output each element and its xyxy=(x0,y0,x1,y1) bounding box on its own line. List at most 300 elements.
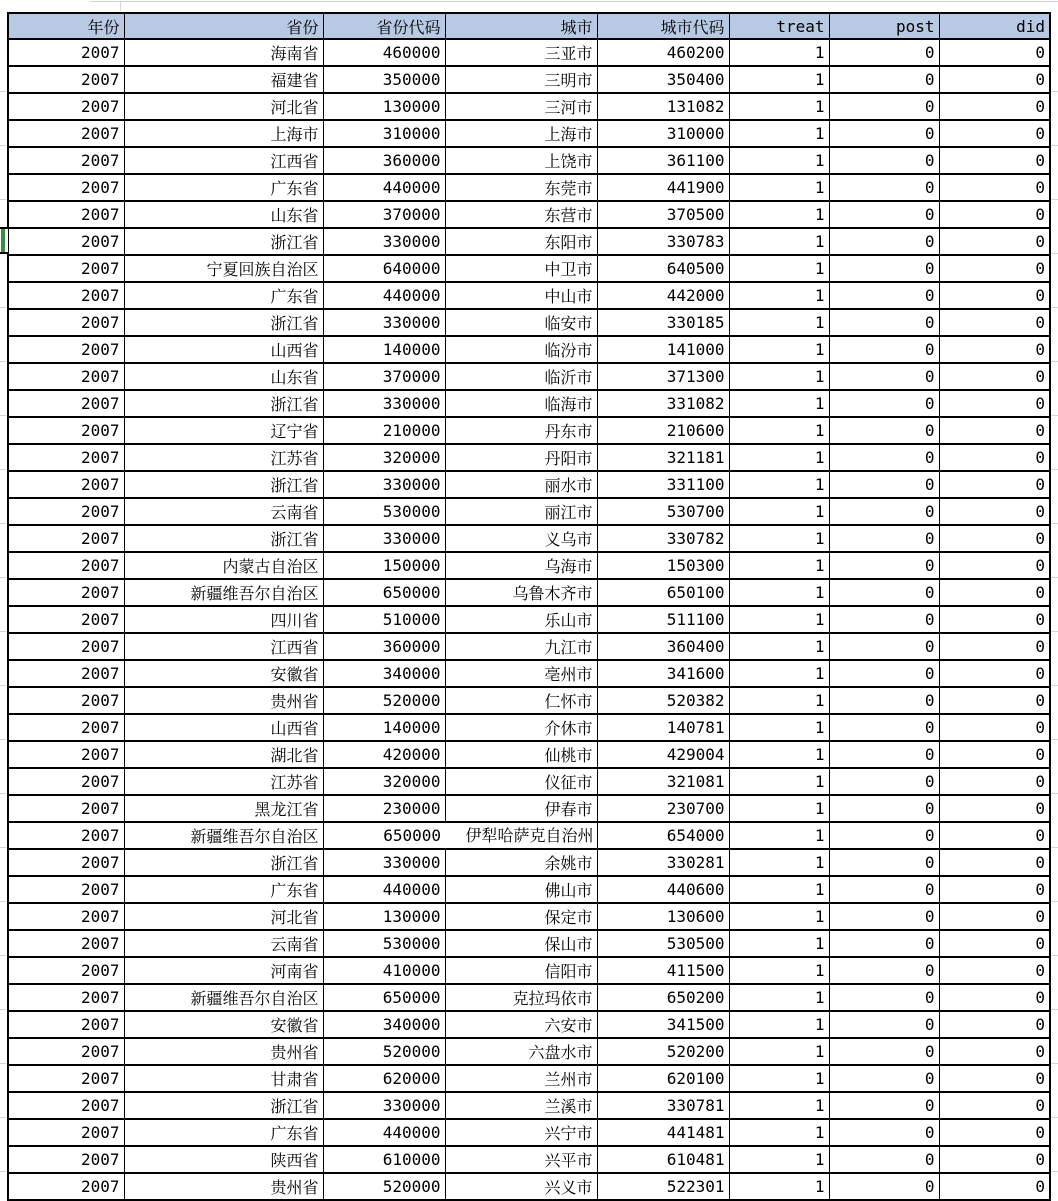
cell-year[interactable]: 2007 xyxy=(8,822,124,849)
cell-province-code[interactable]: 370000 xyxy=(323,201,445,228)
cell-city[interactable]: 乐山市 xyxy=(445,606,597,633)
cell-city[interactable]: 丹东市 xyxy=(445,417,597,444)
cell-province[interactable]: 浙江省 xyxy=(124,525,323,552)
cell-province-code[interactable]: 330000 xyxy=(323,525,445,552)
cell-city-code[interactable]: 361100 xyxy=(597,147,729,174)
cell-post[interactable]: 0 xyxy=(829,1146,939,1173)
cell-did[interactable]: 0 xyxy=(939,1146,1050,1173)
cell-year[interactable]: 2007 xyxy=(8,444,124,471)
cell-post[interactable]: 0 xyxy=(829,606,939,633)
cell-treat[interactable]: 1 xyxy=(729,66,829,93)
cell-treat[interactable]: 1 xyxy=(729,1038,829,1065)
cell-post[interactable]: 0 xyxy=(829,444,939,471)
cell-city-code[interactable]: 360400 xyxy=(597,633,729,660)
cell-province-code[interactable]: 340000 xyxy=(323,660,445,687)
cell-province[interactable]: 贵州省 xyxy=(124,1038,323,1065)
cell-treat[interactable]: 1 xyxy=(729,39,829,66)
cell-year[interactable]: 2007 xyxy=(8,876,124,903)
cell-city[interactable]: 兴义市 xyxy=(445,1173,597,1200)
cell-province[interactable]: 河北省 xyxy=(124,903,323,930)
cell-city[interactable]: 义乌市 xyxy=(445,525,597,552)
cell-province[interactable]: 新疆维吾尔自治区 xyxy=(124,984,323,1011)
cell-post[interactable]: 0 xyxy=(829,255,939,282)
cell-province-code[interactable]: 330000 xyxy=(323,1092,445,1119)
cell-post[interactable]: 0 xyxy=(829,66,939,93)
cell-post[interactable]: 0 xyxy=(829,525,939,552)
cell-city-code[interactable]: 429004 xyxy=(597,741,729,768)
cell-did[interactable]: 0 xyxy=(939,444,1050,471)
cell-province[interactable]: 浙江省 xyxy=(124,849,323,876)
cell-treat[interactable]: 1 xyxy=(729,471,829,498)
cell-province-code[interactable]: 140000 xyxy=(323,714,445,741)
cell-province[interactable]: 广东省 xyxy=(124,876,323,903)
cell-city[interactable]: 丽水市 xyxy=(445,471,597,498)
cell-treat[interactable]: 1 xyxy=(729,1146,829,1173)
cell-city-code[interactable]: 460200 xyxy=(597,39,729,66)
cell-city[interactable]: 乌鲁木齐市 xyxy=(445,579,597,606)
cell-province-code[interactable]: 460000 xyxy=(323,39,445,66)
cell-city[interactable]: 克拉玛依市 xyxy=(445,984,597,1011)
cell-treat[interactable]: 1 xyxy=(729,741,829,768)
cell-province[interactable]: 安徽省 xyxy=(124,1011,323,1038)
column-header-province-code[interactable]: 省份代码 xyxy=(323,13,445,39)
cell-city[interactable]: 兰州市 xyxy=(445,1065,597,1092)
cell-province-code[interactable]: 640000 xyxy=(323,255,445,282)
cell-province-code[interactable]: 440000 xyxy=(323,174,445,201)
cell-province-code[interactable]: 350000 xyxy=(323,66,445,93)
cell-did[interactable]: 0 xyxy=(939,579,1050,606)
cell-year[interactable]: 2007 xyxy=(8,336,124,363)
cell-city[interactable]: 中山市 xyxy=(445,282,597,309)
cell-treat[interactable]: 1 xyxy=(729,525,829,552)
cell-city[interactable]: 丽江市 xyxy=(445,498,597,525)
cell-treat[interactable]: 1 xyxy=(729,1065,829,1092)
column-header-province[interactable]: 省份 xyxy=(124,13,323,39)
cell-did[interactable]: 0 xyxy=(939,66,1050,93)
cell-year[interactable]: 2007 xyxy=(8,1038,124,1065)
cell-province[interactable]: 山西省 xyxy=(124,336,323,363)
cell-year[interactable]: 2007 xyxy=(8,120,124,147)
cell-city-code[interactable]: 150300 xyxy=(597,552,729,579)
cell-province-code[interactable]: 330000 xyxy=(323,849,445,876)
column-header-treat[interactable]: treat xyxy=(729,13,829,39)
cell-city[interactable]: 三河市 xyxy=(445,93,597,120)
cell-city[interactable]: 亳州市 xyxy=(445,660,597,687)
cell-did[interactable]: 0 xyxy=(939,768,1050,795)
cell-post[interactable]: 0 xyxy=(829,1173,939,1200)
cell-treat[interactable]: 1 xyxy=(729,795,829,822)
column-header-city[interactable]: 城市 xyxy=(445,13,597,39)
cell-city-code[interactable]: 640500 xyxy=(597,255,729,282)
cell-province-code[interactable]: 650000 xyxy=(323,984,445,1011)
cell-year[interactable]: 2007 xyxy=(8,255,124,282)
cell-province[interactable]: 浙江省 xyxy=(124,309,323,336)
cell-city-code[interactable]: 650200 xyxy=(597,984,729,1011)
cell-did[interactable]: 0 xyxy=(939,93,1050,120)
cell-province-code[interactable]: 440000 xyxy=(323,1119,445,1146)
cell-city-code[interactable]: 520382 xyxy=(597,687,729,714)
cell-province-code[interactable]: 410000 xyxy=(323,957,445,984)
cell-city-code[interactable]: 654000 xyxy=(597,822,729,849)
cell-treat[interactable]: 1 xyxy=(729,984,829,1011)
cell-did[interactable]: 0 xyxy=(939,1092,1050,1119)
cell-province-code[interactable]: 130000 xyxy=(323,903,445,930)
cell-city-code[interactable]: 350400 xyxy=(597,66,729,93)
cell-city-code[interactable]: 370500 xyxy=(597,201,729,228)
cell-treat[interactable]: 1 xyxy=(729,849,829,876)
cell-did[interactable]: 0 xyxy=(939,552,1050,579)
cell-city[interactable]: 伊春市 xyxy=(445,795,597,822)
cell-city[interactable]: 保山市 xyxy=(445,930,597,957)
cell-city[interactable]: 三亚市 xyxy=(445,39,597,66)
cell-city[interactable]: 上饶市 xyxy=(445,147,597,174)
cell-province[interactable]: 河南省 xyxy=(124,957,323,984)
cell-province-code[interactable]: 310000 xyxy=(323,120,445,147)
column-header-year[interactable]: 年份 xyxy=(8,13,124,39)
cell-treat[interactable]: 1 xyxy=(729,903,829,930)
cell-city[interactable]: 仪征市 xyxy=(445,768,597,795)
column-header-did[interactable]: did xyxy=(939,13,1050,39)
cell-province[interactable]: 海南省 xyxy=(124,39,323,66)
cell-city[interactable]: 仁怀市 xyxy=(445,687,597,714)
cell-did[interactable]: 0 xyxy=(939,309,1050,336)
cell-did[interactable]: 0 xyxy=(939,174,1050,201)
cell-post[interactable]: 0 xyxy=(829,984,939,1011)
cell-year[interactable]: 2007 xyxy=(8,39,124,66)
cell-province-code[interactable]: 330000 xyxy=(323,228,445,255)
cell-city[interactable]: 佛山市 xyxy=(445,876,597,903)
cell-year[interactable]: 2007 xyxy=(8,768,124,795)
cell-post[interactable]: 0 xyxy=(829,930,939,957)
cell-year[interactable]: 2007 xyxy=(8,1092,124,1119)
cell-post[interactable]: 0 xyxy=(829,498,939,525)
cell-city-code[interactable]: 442000 xyxy=(597,282,729,309)
cell-province-code[interactable]: 140000 xyxy=(323,336,445,363)
cell-province[interactable]: 贵州省 xyxy=(124,1173,323,1200)
cell-city[interactable]: 上海市 xyxy=(445,120,597,147)
cell-city-code[interactable]: 140781 xyxy=(597,714,729,741)
cell-city[interactable]: 东营市 xyxy=(445,201,597,228)
cell-did[interactable]: 0 xyxy=(939,336,1050,363)
cell-year[interactable]: 2007 xyxy=(8,471,124,498)
cell-treat[interactable]: 1 xyxy=(729,633,829,660)
cell-city-code[interactable]: 441900 xyxy=(597,174,729,201)
cell-treat[interactable]: 1 xyxy=(729,93,829,120)
cell-province-code[interactable]: 320000 xyxy=(323,768,445,795)
cell-province-code[interactable]: 330000 xyxy=(323,471,445,498)
cell-post[interactable]: 0 xyxy=(829,147,939,174)
cell-treat[interactable]: 1 xyxy=(729,822,829,849)
cell-did[interactable]: 0 xyxy=(939,255,1050,282)
cell-did[interactable]: 0 xyxy=(939,363,1050,390)
cell-year[interactable]: 2007 xyxy=(8,363,124,390)
cell-city[interactable]: 九江市 xyxy=(445,633,597,660)
cell-treat[interactable]: 1 xyxy=(729,1011,829,1038)
cell-treat[interactable]: 1 xyxy=(729,714,829,741)
cell-city[interactable]: 兴平市 xyxy=(445,1146,597,1173)
cell-city[interactable]: 六安市 xyxy=(445,1011,597,1038)
cell-year[interactable]: 2007 xyxy=(8,957,124,984)
cell-city-code[interactable]: 530500 xyxy=(597,930,729,957)
cell-year[interactable]: 2007 xyxy=(8,201,124,228)
cell-province[interactable]: 甘肃省 xyxy=(124,1065,323,1092)
cell-treat[interactable]: 1 xyxy=(729,876,829,903)
cell-post[interactable]: 0 xyxy=(829,714,939,741)
cell-city[interactable]: 临汾市 xyxy=(445,336,597,363)
cell-year[interactable]: 2007 xyxy=(8,66,124,93)
cell-year[interactable]: 2007 xyxy=(8,147,124,174)
cell-treat[interactable]: 1 xyxy=(729,336,829,363)
cell-post[interactable]: 0 xyxy=(829,687,939,714)
cell-year[interactable]: 2007 xyxy=(8,633,124,660)
cell-city[interactable]: 乌海市 xyxy=(445,552,597,579)
cell-province[interactable]: 山东省 xyxy=(124,201,323,228)
cell-post[interactable]: 0 xyxy=(829,957,939,984)
cell-post[interactable]: 0 xyxy=(829,282,939,309)
cell-did[interactable]: 0 xyxy=(939,822,1050,849)
cell-post[interactable]: 0 xyxy=(829,417,939,444)
cell-post[interactable]: 0 xyxy=(829,876,939,903)
cell-year[interactable]: 2007 xyxy=(8,1011,124,1038)
cell-post[interactable]: 0 xyxy=(829,228,939,255)
cell-year[interactable]: 2007 xyxy=(8,174,124,201)
cell-province[interactable]: 福建省 xyxy=(124,66,323,93)
cell-treat[interactable]: 1 xyxy=(729,147,829,174)
cell-did[interactable]: 0 xyxy=(939,120,1050,147)
cell-province[interactable]: 陕西省 xyxy=(124,1146,323,1173)
cell-treat[interactable]: 1 xyxy=(729,174,829,201)
cell-post[interactable]: 0 xyxy=(829,1092,939,1119)
cell-year[interactable]: 2007 xyxy=(8,282,124,309)
cell-treat[interactable]: 1 xyxy=(729,444,829,471)
cell-year[interactable]: 2007 xyxy=(8,498,124,525)
cell-province-code[interactable]: 530000 xyxy=(323,498,445,525)
cell-did[interactable]: 0 xyxy=(939,201,1050,228)
cell-city-code[interactable]: 411500 xyxy=(597,957,729,984)
cell-city-code[interactable]: 330281 xyxy=(597,849,729,876)
cell-province-code[interactable]: 150000 xyxy=(323,552,445,579)
cell-province[interactable]: 广东省 xyxy=(124,174,323,201)
cell-province-code[interactable]: 420000 xyxy=(323,741,445,768)
cell-province-code[interactable]: 520000 xyxy=(323,1173,445,1200)
cell-post[interactable]: 0 xyxy=(829,741,939,768)
cell-treat[interactable]: 1 xyxy=(729,363,829,390)
cell-city-code[interactable]: 330185 xyxy=(597,309,729,336)
cell-city-code[interactable]: 330783 xyxy=(597,228,729,255)
cell-province-code[interactable]: 130000 xyxy=(323,93,445,120)
cell-city-code[interactable]: 522301 xyxy=(597,1173,729,1200)
cell-treat[interactable]: 1 xyxy=(729,228,829,255)
cell-did[interactable]: 0 xyxy=(939,714,1050,741)
cell-city-code[interactable]: 440600 xyxy=(597,876,729,903)
cell-province-code[interactable]: 370000 xyxy=(323,363,445,390)
cell-year[interactable]: 2007 xyxy=(8,903,124,930)
cell-post[interactable]: 0 xyxy=(829,633,939,660)
cell-treat[interactable]: 1 xyxy=(729,687,829,714)
cell-post[interactable]: 0 xyxy=(829,336,939,363)
cell-year[interactable]: 2007 xyxy=(8,579,124,606)
cell-year[interactable]: 2007 xyxy=(8,228,124,255)
cell-city[interactable]: 仙桃市 xyxy=(445,741,597,768)
cell-year[interactable]: 2007 xyxy=(8,741,124,768)
cell-did[interactable]: 0 xyxy=(939,471,1050,498)
cell-city[interactable]: 丹阳市 xyxy=(445,444,597,471)
cell-treat[interactable]: 1 xyxy=(729,552,829,579)
column-header-post[interactable]: post xyxy=(829,13,939,39)
cell-did[interactable]: 0 xyxy=(939,741,1050,768)
cell-province-code[interactable]: 530000 xyxy=(323,930,445,957)
cell-post[interactable]: 0 xyxy=(829,471,939,498)
cell-city-code[interactable]: 331100 xyxy=(597,471,729,498)
cell-city-code[interactable]: 331082 xyxy=(597,390,729,417)
cell-did[interactable]: 0 xyxy=(939,984,1050,1011)
cell-treat[interactable]: 1 xyxy=(729,957,829,984)
cell-post[interactable]: 0 xyxy=(829,822,939,849)
cell-province[interactable]: 湖北省 xyxy=(124,741,323,768)
cell-treat[interactable]: 1 xyxy=(729,417,829,444)
cell-did[interactable]: 0 xyxy=(939,1038,1050,1065)
cell-province[interactable]: 江苏省 xyxy=(124,768,323,795)
cell-did[interactable]: 0 xyxy=(939,849,1050,876)
cell-treat[interactable]: 1 xyxy=(729,579,829,606)
cell-treat[interactable]: 1 xyxy=(729,201,829,228)
cell-city[interactable]: 保定市 xyxy=(445,903,597,930)
cell-city[interactable] xyxy=(445,822,597,849)
cell-did[interactable]: 0 xyxy=(939,147,1050,174)
cell-year[interactable]: 2007 xyxy=(8,714,124,741)
cell-year[interactable]: 2007 xyxy=(8,552,124,579)
cell-province[interactable]: 上海市 xyxy=(124,120,323,147)
cell-year[interactable]: 2007 xyxy=(8,93,124,120)
cell-province[interactable]: 山西省 xyxy=(124,714,323,741)
cell-did[interactable]: 0 xyxy=(939,1065,1050,1092)
cell-post[interactable]: 0 xyxy=(829,120,939,147)
cell-year[interactable]: 2007 xyxy=(8,930,124,957)
cell-province[interactable]: 江苏省 xyxy=(124,444,323,471)
cell-treat[interactable]: 1 xyxy=(729,930,829,957)
cell-did[interactable]: 0 xyxy=(939,1173,1050,1200)
cell-city[interactable]: 介休市 xyxy=(445,714,597,741)
column-header-city-code[interactable]: 城市代码 xyxy=(597,13,729,39)
cell-year[interactable]: 2007 xyxy=(8,1119,124,1146)
cell-post[interactable]: 0 xyxy=(829,93,939,120)
cell-province-code[interactable]: 330000 xyxy=(323,309,445,336)
cell-post[interactable]: 0 xyxy=(829,363,939,390)
cell-treat[interactable]: 1 xyxy=(729,390,829,417)
cell-province-code[interactable]: 360000 xyxy=(323,147,445,174)
cell-post[interactable]: 0 xyxy=(829,849,939,876)
cell-did[interactable]: 0 xyxy=(939,606,1050,633)
cell-post[interactable]: 0 xyxy=(829,39,939,66)
cell-post[interactable]: 0 xyxy=(829,390,939,417)
cell-province-code[interactable]: 230000 xyxy=(323,795,445,822)
cell-did[interactable]: 0 xyxy=(939,687,1050,714)
cell-city-code[interactable]: 610481 xyxy=(597,1146,729,1173)
cell-treat[interactable]: 1 xyxy=(729,660,829,687)
cell-year[interactable]: 2007 xyxy=(8,1146,124,1173)
cell-city[interactable]: 兰溪市 xyxy=(445,1092,597,1119)
cell-treat[interactable]: 1 xyxy=(729,1119,829,1146)
cell-treat[interactable]: 1 xyxy=(729,282,829,309)
cell-did[interactable]: 0 xyxy=(939,498,1050,525)
cell-did[interactable]: 0 xyxy=(939,903,1050,930)
cell-city[interactable]: 临海市 xyxy=(445,390,597,417)
cell-post[interactable]: 0 xyxy=(829,1011,939,1038)
cell-city-code[interactable]: 520200 xyxy=(597,1038,729,1065)
cell-province[interactable]: 河北省 xyxy=(124,93,323,120)
cell-city[interactable]: 临安市 xyxy=(445,309,597,336)
cell-year[interactable]: 2007 xyxy=(8,1065,124,1092)
cell-did[interactable]: 0 xyxy=(939,228,1050,255)
cell-year[interactable]: 2007 xyxy=(8,984,124,1011)
cell-year[interactable]: 2007 xyxy=(8,417,124,444)
cell-province-code[interactable]: 440000 xyxy=(323,282,445,309)
cell-city-code[interactable]: 341500 xyxy=(597,1011,729,1038)
cell-province[interactable]: 安徽省 xyxy=(124,660,323,687)
cell-province[interactable]: 黑龙江省 xyxy=(124,795,323,822)
cell-province[interactable]: 浙江省 xyxy=(124,228,323,255)
cell-post[interactable]: 0 xyxy=(829,1038,939,1065)
cell-city[interactable]: 中卫市 xyxy=(445,255,597,282)
cell-city-code[interactable]: 230700 xyxy=(597,795,729,822)
cell-province-code[interactable]: 520000 xyxy=(323,1038,445,1065)
cell-city-code[interactable]: 130600 xyxy=(597,903,729,930)
cell-city[interactable]: 临沂市 xyxy=(445,363,597,390)
cell-post[interactable]: 0 xyxy=(829,768,939,795)
cell-treat[interactable]: 1 xyxy=(729,255,829,282)
cell-did[interactable]: 0 xyxy=(939,930,1050,957)
cell-city[interactable]: 兴宁市 xyxy=(445,1119,597,1146)
cell-province[interactable]: 四川省 xyxy=(124,606,323,633)
cell-treat[interactable]: 1 xyxy=(729,1092,829,1119)
cell-did[interactable]: 0 xyxy=(939,390,1050,417)
cell-year[interactable]: 2007 xyxy=(8,390,124,417)
cell-province[interactable]: 浙江省 xyxy=(124,1092,323,1119)
cell-city-code[interactable]: 371300 xyxy=(597,363,729,390)
cell-province-code[interactable]: 440000 xyxy=(323,876,445,903)
cell-post[interactable]: 0 xyxy=(829,795,939,822)
cell-city[interactable]: 六盘水市 xyxy=(445,1038,597,1065)
cell-province-code[interactable]: 520000 xyxy=(323,687,445,714)
cell-year[interactable]: 2007 xyxy=(8,849,124,876)
cell-did[interactable]: 0 xyxy=(939,1011,1050,1038)
cell-city-code[interactable]: 330782 xyxy=(597,525,729,552)
cell-did[interactable]: 0 xyxy=(939,633,1050,660)
cell-post[interactable]: 0 xyxy=(829,903,939,930)
cell-treat[interactable]: 1 xyxy=(729,120,829,147)
cell-province-code[interactable]: 610000 xyxy=(323,1146,445,1173)
cell-post[interactable]: 0 xyxy=(829,1119,939,1146)
cell-province[interactable]: 广东省 xyxy=(124,1119,323,1146)
cell-post[interactable]: 0 xyxy=(829,174,939,201)
cell-year[interactable]: 2007 xyxy=(8,1173,124,1200)
cell-city-code[interactable]: 310000 xyxy=(597,120,729,147)
cell-city[interactable]: 余姚市 xyxy=(445,849,597,876)
cell-post[interactable]: 0 xyxy=(829,309,939,336)
cell-treat[interactable]: 1 xyxy=(729,309,829,336)
cell-post[interactable]: 0 xyxy=(829,552,939,579)
cell-province[interactable]: 贵州省 xyxy=(124,687,323,714)
cell-province[interactable]: 云南省 xyxy=(124,498,323,525)
cell-province[interactable]: 新疆维吾尔自治区 xyxy=(124,822,323,849)
cell-did[interactable]: 0 xyxy=(939,1119,1050,1146)
cell-year[interactable]: 2007 xyxy=(8,525,124,552)
cell-city[interactable]: 三明市 xyxy=(445,66,597,93)
cell-year[interactable]: 2007 xyxy=(8,687,124,714)
cell-city-code[interactable]: 511100 xyxy=(597,606,729,633)
cell-city-code[interactable]: 210600 xyxy=(597,417,729,444)
cell-city-code[interactable]: 131082 xyxy=(597,93,729,120)
